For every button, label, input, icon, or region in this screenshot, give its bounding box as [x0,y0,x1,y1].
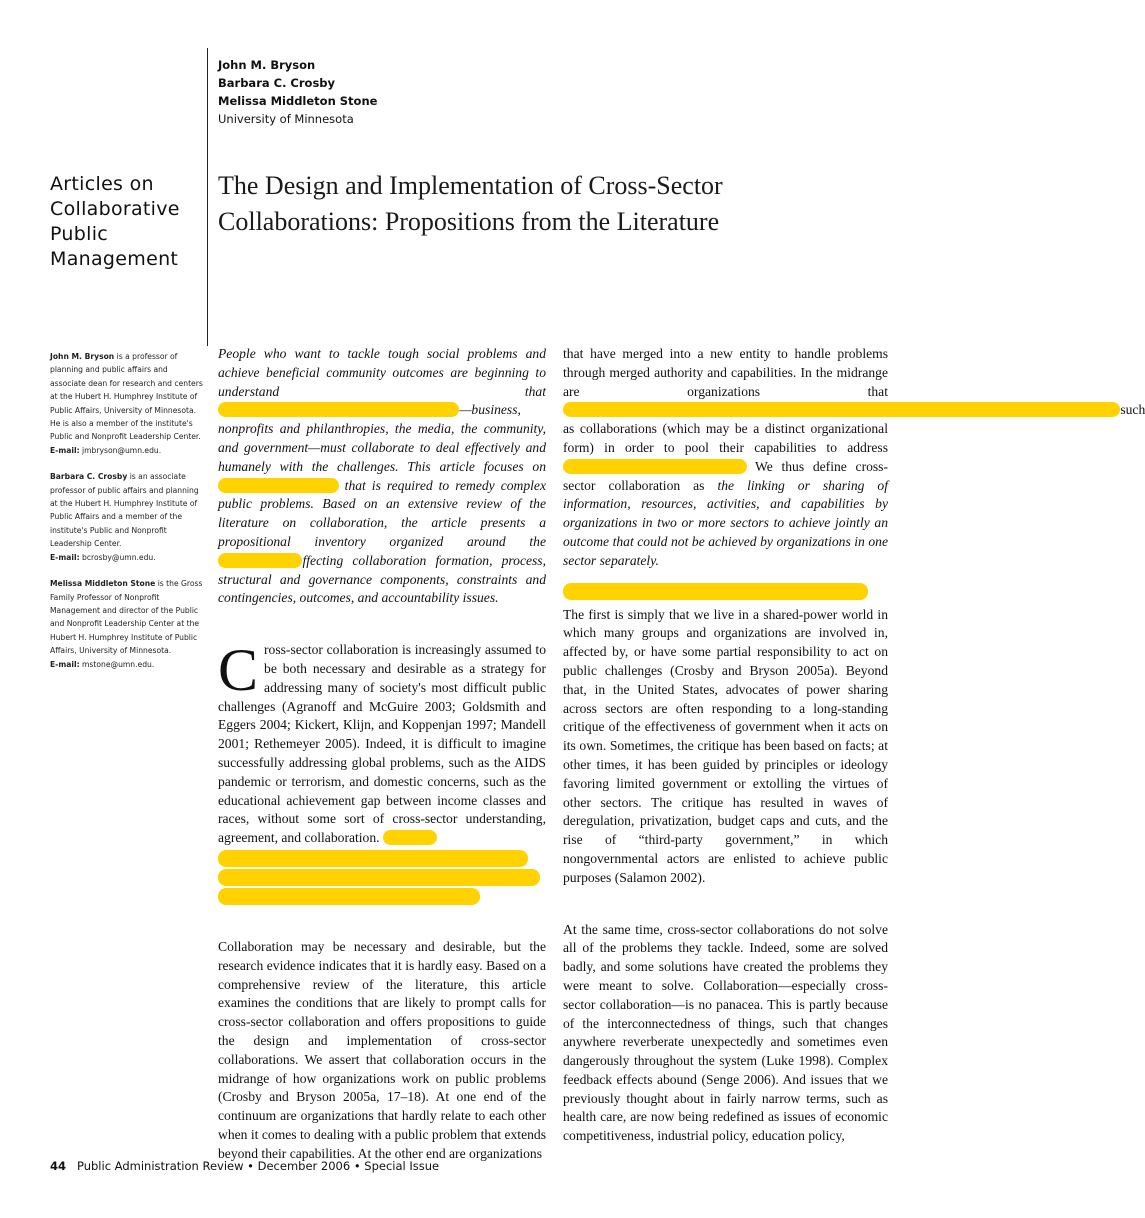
redaction-highlight [563,459,747,474]
bio-name: Melissa Middleton Stone [50,579,156,589]
footer-separator: • [247,1159,254,1173]
abstract-text: —business, nonprofits and philanthropies, the media, the community, and government—must collaborate to deal effectively and humanely with the challenges. This article focuses on [218,402,546,474]
bio-text: is a professor of planning and public affairs and associate dean for research and centers at the Hubert H. Humphrey Institute of Public Affairs, University of Minnesota. He is also a member of the institute's Public and Nonprofit Leadership Center. [50,352,203,442]
bio-text: is the Gross Family Professor of Nonprofit Management and director of the Public and Nonprofit Leadership Center at the Hubert H. Humphrey Institute of Public Affairs, University of Minnesota. [50,579,203,656]
vertical-rule [207,48,208,346]
redaction-highlight [218,869,540,886]
page-number: 44 [50,1159,67,1173]
issue-name: Special Issue [364,1159,440,1173]
author-bio [50,577,205,671]
bio-email: jmbryson@umn.edu. [79,445,162,455]
body-paragraph: The first is simply that we live in a shared-power world in which many groups and organizations are involved in, affected by, or have some partial responsibility to act on public challenges (Crosby and Bryson 2005a). Beyond that, in the United States, advocates of power sharing across sectors are often responding to a long-standing critique of the effectiveness of government when it acts on its own. Sometimes, the critique has been based on facts; at other times, it has been guided by principles or ideology favoring limited government or extolling the virtues of other sectors. The critique has resulted in waves of deregulation, privatization, budget caps and cuts, and the rise of “third-party government,” in which nongovernmental actors are enlisted to achieve public purposes (Salamon 2002). [563,606,888,885]
bio-name: John M. Bryson [50,352,115,361]
email-label: E-mail: [50,552,80,562]
redaction-highlight [218,553,302,568]
author-name: Barbara C. Crosby [218,76,336,90]
redaction-highlight [563,402,1120,417]
body-column-right [563,345,1145,1146]
email-label: E-mail: [50,659,80,669]
bio-email: mstone@umn.edu. [79,659,155,669]
footer-separator: • [353,1159,361,1173]
redaction-highlight [218,402,459,417]
abstract-text: People who want to tackle tough social problems and achieve beneficial community outcomes are beginning to understand that [218,346,546,399]
author-name: John M. Bryson [218,58,316,72]
redaction-highlight [218,478,339,493]
author-bios [50,350,205,684]
article-title: The Design and Implementation of Cross-Sector Collaborations: Propositions from the Literature [218,171,723,236]
journal-name: Public Administration Review [76,1159,244,1173]
author-bio [50,350,205,457]
paragraph-text: ross-sector collaboration is increasingly assumed to be both necessary and desirable as a strategy for addressing many of society's most difficult public challenges (Agranoff and McGuire 2003; Goldsmith and Eggers 2004; Kickert, Klijn, and Koppenjan 1997; Mandell 2001; Rethemeyer 2005). Indeed, it is difficult to imagine successfully addressing global problems, such as the AIDS pandemic or terrorism, and domestic concerns, such as the educational achievement gap between income classes and races, without some sort of cross-sector understanding, agreement, and collaboration. [218,642,546,846]
body-paragraph [218,637,546,848]
issue-date: December 2006 [257,1159,351,1173]
redaction-highlight [218,850,528,867]
bio-email: bcrosby@umn.edu. [79,552,156,562]
redaction-highlight [563,583,868,600]
drop-cap: C [218,637,259,704]
page-footer [50,1159,439,1173]
author-bio [50,470,205,564]
body-paragraph: At the same time, cross-sector collaborations do not solve all of the problems they tackle. Indeed, some are solved badly, and some solutions have created the problems they were meant to solve. Collaboration—especially cross-sector collaboration—is no panacea. This is partly because of the interconnectedness of things, such that changes anywhere reverberate unexpectedly and sometimes even dangerously throughout the system (Luke 1998). Complex feedback effects abound (Senge 2006). And issues that we previously thought about in fairly narrow terms, such as health care, are now being redefined as issues of economic competitiveness, industrial policy, education policy, [563,921,888,1144]
abstract [218,345,546,608]
bio-name: Barbara C. Crosby [50,472,128,482]
affiliation: University of Minnesota [218,112,354,126]
abstract-text: that is required to remedy complex public problems. Based on an extensive review of the literature on collaboration, the article presents a propositional inventory organized around the [218,477,546,549]
abstract-text: ffecting collaboration formation, process, structural and governance components, constraints and contingencies, outcomes, and accountability issues. [218,552,546,606]
body-column-left [218,345,546,1163]
author-block [218,56,377,128]
definition-text: the linking or sharing of information, resources, activities, and capabilities by organizations in two or more sectors to achieve jointly an outcome that could not be achieved by organizations in one sector separately. [563,477,888,568]
paragraph-text: that have merged into a new entity to handle problems through merged authority and capabilities. In the midrange are organizations that [563,346,888,399]
paragraph-text: We thus define cross-sector collaboration as [563,458,888,493]
redaction-highlight [218,888,480,905]
body-paragraph [563,345,1145,571]
email-label: E-mail: [50,445,80,455]
paragraph-text: such as collaborations (which may be a distinct organizational form) in order to pool their capabilities to address [563,402,1145,455]
bio-text: is an associate professor of public affairs and planning at the Hubert H. Humphrey Institute of Public Affairs and a member of the institute's Public and Nonprofit Leadership Center. [50,472,199,549]
section-label: Articles on Collaborative Public Management [50,173,180,270]
redaction-highlight [383,830,437,845]
body-paragraph: Collaboration may be necessary and desirable, but the research evidence indicates that it is hardly easy. Based on a comprehensive review of the literature, this article examines the conditions that are likely to prompt calls for cross-sector collaboration and offers propositions to guide the design and implementation of cross-sector collaborations. We assert that collaboration occurs in the midrange of how organizations work on public problems (Crosby and Bryson 2005a, 17–18). At one end of the continuum are organizations that hardly relate to each other when it comes to dealing with a public problem that extends beyond their capabilities. At the other end are organizations [218,938,546,1161]
author-name: Melissa Middleton Stone [218,94,378,108]
